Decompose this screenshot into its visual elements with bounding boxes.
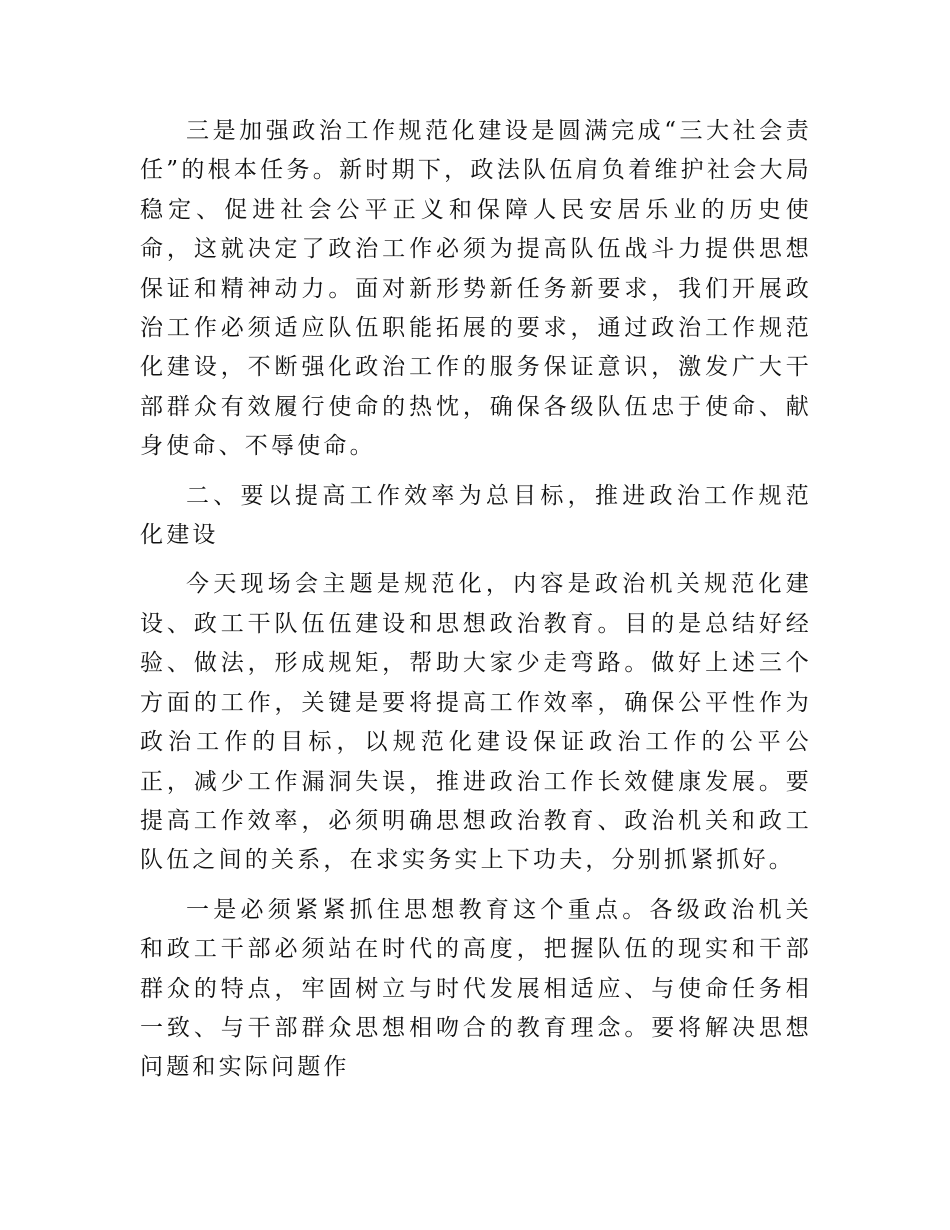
document-body	[140, 112, 812, 1088]
section-heading-work-efficiency: 二、要以提高工作效率为总目标，推进政治工作规范化建设	[140, 482, 812, 549]
paragraph-meeting-theme: 今天现场会主题是规范化，内容是政治机关规范化建设、政工干队伍伍建设和思想政治教育。目的是总结好经验、做法，形成规矩，帮助大家少走弯路。做好上述三个方面的工作，关键是要将提高工作效率，确保公平性作为政治工作的目标，以规范化建设保证政治工作的公平公正，减少工作漏洞失误，推进政治工作长效健康发展。要提高工作效率，必须明确思想政治教育、政治机关和政工队伍之间的关系，在求实务实上下功夫，分别抓紧抓好。	[140, 571, 812, 874]
paragraph-task-political-work: 三是加强政治工作规范化建设是圆满完成“三大社会责任”的根本任务。新时期下，政法队伍肩负着维护社会大局稳定、促进社会公平正义和保障人民安居乐业的历史使命，这就决定了政治工作必须为提高队伍战斗力提供思想保证和精神动力。面对新形势新任务新要求，我们开展政治工作必须适应队伍职能拓展的要求，通过政治工作规范化建设，不断强化政治工作的服务保证意识，激发广大干部群众有效履行使命的热忱，确保各级队伍忠于使命、献身使命、不辱使命。	[140, 118, 812, 460]
paragraph-ideological-education: 一是必须紧紧抓住思想教育这个重点。各级政治机关和政工干部必须站在时代的高度，把握队伍的现实和干部群众的特点，牢固树立与时代发展相适应、与使命任务相一致、与干部群众思想相吻合的教育理念。要将解决思想问题和实际问题作	[140, 896, 812, 1081]
